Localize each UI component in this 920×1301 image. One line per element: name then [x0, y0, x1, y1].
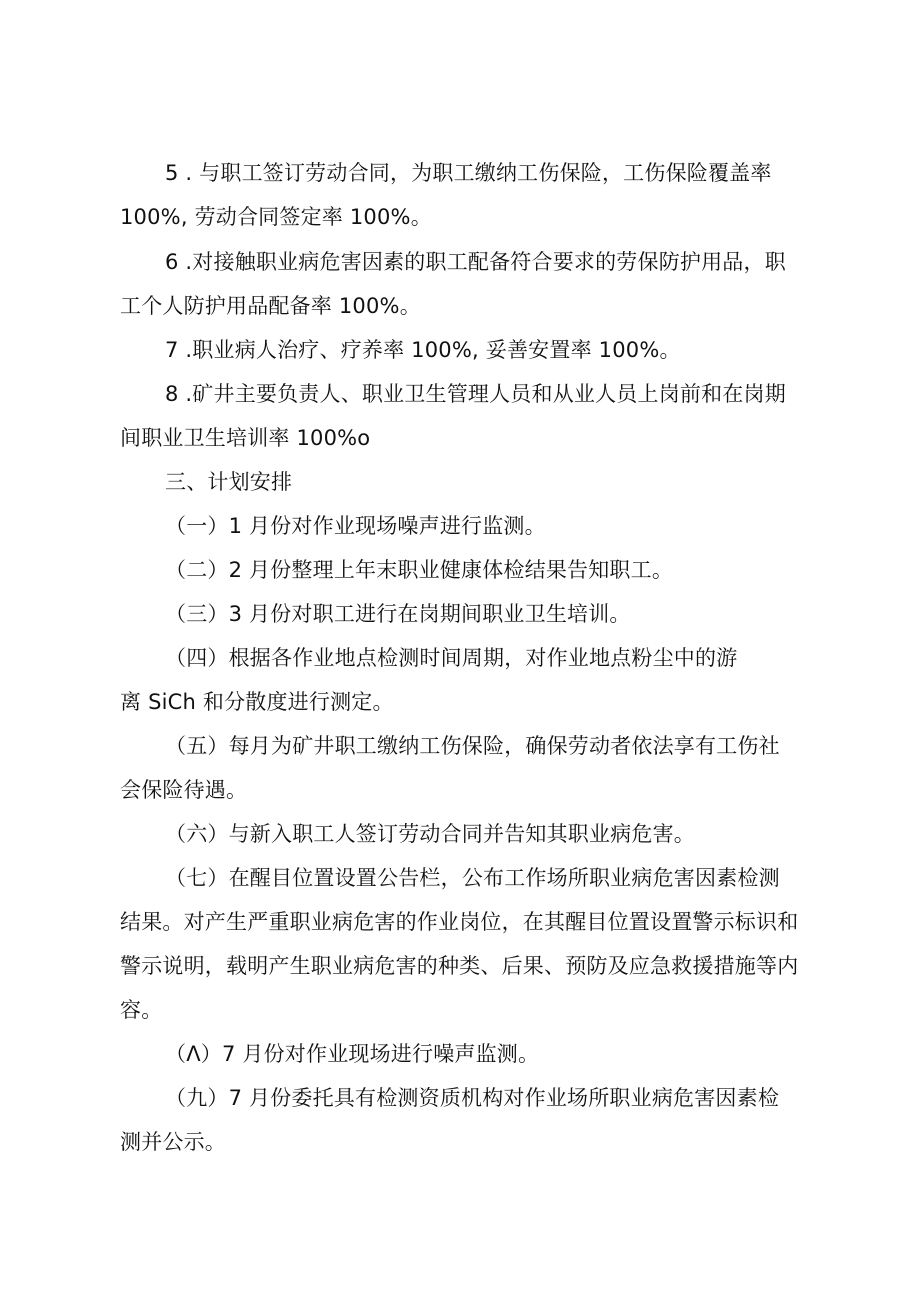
- paragraph-line: （一）1 月份对作业现场噪声进行监测。: [165, 514, 546, 538]
- paragraph-line: 间职业卫生培训率 100%o: [120, 426, 371, 450]
- paragraph-line: 测并公示。: [120, 1130, 226, 1154]
- paragraph-line: （四）根据各作业地点检测时间周期，对作业地点粉尘中的游: [165, 646, 738, 670]
- paragraph-line: 100%, 劳动合同签定率 100%。: [120, 205, 432, 229]
- paragraph-line: 8 .矿井主要负责人、职业卫生管理人员和从业人员上岗前和在岗期: [165, 382, 786, 406]
- paragraph-line: （三）3 月份对职工进行在岗期间职业卫生培训。: [165, 602, 631, 626]
- paragraph-line: 容。: [120, 998, 163, 1022]
- paragraph-line: 5 . 与职工签订劳动合同，为职工缴纳工伤保险，工伤保险覆盖率: [165, 161, 772, 185]
- paragraph-line: 工个人防护用品配备率 100%。: [120, 294, 421, 318]
- paragraph-line: （Λ）7 月份对作业现场进行噪声监测。: [165, 1042, 540, 1066]
- paragraph-line: 结果。对产生严重职业病危害的作业岗位，在其醒目位置设置警示标识和: [120, 910, 799, 934]
- paragraph-line: 会保险待遇。: [120, 778, 248, 802]
- paragraph-line: 警示说明，载明产生职业病危害的种类、后果、预防及应急救援措施等内: [120, 954, 799, 978]
- paragraph-line: 离 SiCh 和分散度进行测定。: [120, 690, 394, 714]
- paragraph-line: （五）每月为矿井职工缴纳工伤保险，确保劳动者依法享有工伤社: [165, 734, 780, 758]
- paragraph-line: （二）2 月份整理上年末职业健康体检结果告知职工。: [165, 558, 674, 582]
- paragraph-line: （七）在醒目位置设置公告栏，公布工作场所职业病危害因素检测: [165, 866, 780, 890]
- paragraph-line: 6 .对接触职业病危害因素的职工配备符合要求的劳保防护用品，职: [165, 250, 786, 274]
- section-heading: 三、计划安排: [165, 470, 293, 494]
- paragraph-line: （九）7 月份委托具有检测资质机构对作业场所职业病危害因素检: [165, 1086, 780, 1110]
- paragraph-line: （六）与新入职工人签订劳动合同并告知其职业病危害。: [165, 822, 695, 846]
- paragraph-line: 7 .职业病人治疗、疗养率 100%, 妥善安置率 100%。: [165, 338, 681, 362]
